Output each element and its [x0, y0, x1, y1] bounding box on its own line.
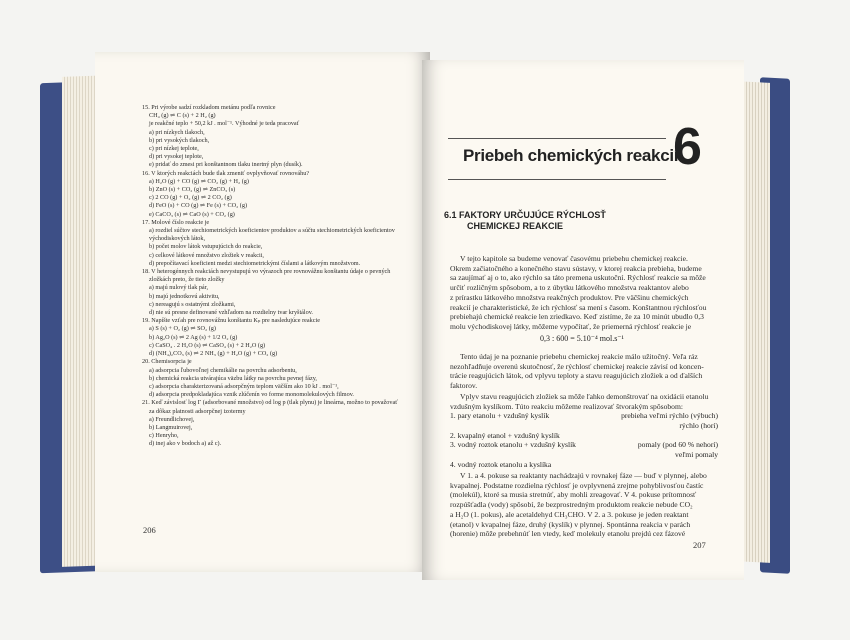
text-line: určiť rozličným spôsobom, a to z úbytku látkového množstva reaktantov alebo	[450, 283, 689, 293]
list-item	[450, 460, 718, 470]
question-line: 19. Napíšte vzťah pre rovnovážnu konštantu Kₚ pre nasledujúce reakcie	[142, 317, 320, 325]
text-line: faktorov.	[450, 381, 478, 391]
list-item	[450, 440, 718, 450]
question-line: c) 2 CO (g) + O₂ (g) ⇌ 2 CO₂ (g)	[149, 194, 232, 202]
section-heading-line2: CHEMICKEJ REAKCIE	[467, 221, 564, 231]
question-line: a) S (s) + O₂ (g) ⇌ SO₂ (g)	[149, 325, 216, 333]
page-number-right: 207	[693, 540, 706, 550]
text-line: nezohľadňuje overenú skutočnosť, že rýchlosť chemickej reakcie závisí od koncen-	[450, 361, 704, 371]
list-item-rate: pomaly (pod 60 % nehorí)	[637, 440, 718, 450]
question-line: CH₄ (g) ⇌ C (s) + 2 H₂ (g)	[149, 112, 216, 120]
question-line: b) pri vysokých tlakoch,	[149, 136, 210, 144]
question-line: 21. Keď závislosť log Γ (adsorbované množstvo) od log p (tlak plynu) je lineárna, možno to považovať	[142, 399, 398, 407]
question-line: c) CaSO₄ . 2 H₂O (s) ⇌ CaSO₄ (s) + 2 H₂O (g)	[149, 341, 266, 349]
question-line: 17. Molové číslo reakcie je	[142, 218, 210, 226]
question-line: d) pri vysokej teplote,	[149, 153, 204, 161]
chapter-rule-top	[448, 138, 666, 139]
list-item-rate: rýchlo (horí)	[679, 420, 718, 430]
text-line: (etanol) v kvapalnej fáze, druhý (kyslík) v plynnej. Spontánna reakcia v parách	[450, 519, 691, 529]
chapter-title: Priebeh chemických reakcií	[463, 146, 679, 165]
text-line: rozpúšťadla (vody) spôsobí, že bezprostredným produktom reakcie nebude CO₂	[450, 500, 693, 510]
question-line: b) Langmuirovej,	[149, 423, 193, 431]
paragraph-3	[450, 392, 720, 411]
page-number-left: 206	[143, 525, 156, 535]
text-line: prebiehajú chemické reakcie len zriedkavo. Keď zistíme, že za 10 minút ubudlo 0,3	[450, 312, 704, 322]
question-line: 18. V heterogénnych reakciách nevystupujú vo výrazoch pre rovnovážnu konštantu údaje o pevných	[142, 268, 391, 276]
question-line: 15. Pri výrobe sadzí rozkladom metánu podľa rovnice	[142, 104, 276, 111]
oxidation-list	[450, 411, 718, 470]
list-item-label: 4. vodný roztok etanolu a kyslíka	[450, 459, 552, 469]
list-item	[450, 411, 718, 421]
list-item-label: 2. kvapalný etanol + vzdušný kyslík	[450, 430, 560, 440]
list-item-rate: veľmi pomaly	[675, 450, 718, 460]
question-line: c) adsorpcia charakterizovaná adsorpčným teplom väčším ako 10 kJ . mol⁻¹,	[149, 382, 339, 390]
question-line: zložkách preto, že tieto zložky	[149, 276, 225, 284]
list-item-label: 3. vodný roztok etanolu + vzdušný kyslík	[450, 440, 576, 450]
text-line: molu východiskovej látky, môžeme vypočítať, že priemerná rýchlosť reakcie je	[450, 321, 692, 331]
question-line: a) majú nulový tlak pár,	[149, 284, 209, 292]
text-line: (molekúl), ktoré sa musia stretnúť, aby mohli zreagovať. V 4. pokuse prítomnosť	[450, 490, 697, 500]
left-page-text	[142, 104, 422, 449]
question-line: východiskových látok,	[149, 235, 206, 243]
question-line: 20. Chemisorpcia je	[142, 358, 192, 366]
question-line: e) CaCO₃ (s) ⇌ CaO (s) + CO₂ (g)	[149, 210, 235, 218]
chapter-rule-bottom	[448, 179, 666, 180]
equation: 0,3 : 600 = 5.10⁻⁴ mol.s⁻¹	[540, 334, 624, 343]
text-line: vzdušným kyslíkom. Túto reakciu môžeme realizovať štvorakým spôsobom:	[450, 401, 683, 411]
section-heading	[444, 210, 606, 232]
question-line: d) prepočítavací koeficient medzi stechiometrickými číslami a látkovým množstvom.	[149, 259, 361, 267]
list-item	[450, 421, 718, 431]
question-line: b) chemická reakcia utvárajúca väzbu látky na povrchu pevnej fázy,	[149, 374, 317, 382]
question-line: d) nie sú presne definované vzhľadom na rozdielny tvar kryštálov.	[149, 309, 313, 317]
list-item	[450, 431, 718, 441]
text-line: kvapalnej. Podstatne rozdielna rýchlosť je ovplyvnená zrejme pohyblivosťou častíc	[450, 480, 704, 490]
question-line: d) adsorpcia predpokladajúca vznik zlúčenín vo forme monomolekulových filmov.	[149, 391, 354, 399]
paragraph-1	[450, 254, 720, 332]
question-line: 16. V ktorých reakciách bude tlak zmeniť ovplyvňovať rovnováhu?	[142, 169, 310, 177]
text-line: a H₂O (1. pokus), ale acetaldehyd CH₃CHO. V 2. a 3. pokuse je jeden reaktant	[450, 509, 689, 519]
list-item-label: 1. pary etanolu + vzdušný kyslík	[450, 411, 550, 420]
question-line: d) inej ako v bodoch a) až c).	[149, 440, 222, 448]
chapter-number: 6	[673, 118, 702, 176]
question-line: c) Henryho,	[149, 432, 179, 440]
list-item	[450, 450, 718, 460]
section-heading-line1: 6.1 FAKTORY URČUJÚCE RÝCHLOSŤ	[444, 210, 606, 220]
text-line: reakcií je charakteristické, že ich rýchlosť sa mení s časom. Konštantnou rýchlosťou	[450, 302, 707, 312]
question-line: a) Freundlichovej,	[149, 415, 195, 423]
paragraph-4	[450, 471, 720, 539]
text-line: V tejto kapitole sa budeme venovať časovému priebehu chemickej reakcie.	[460, 254, 688, 263]
text-line: (horenie) môže prebehnúť len vtedy, keď molekuly etanolu prejdú cez fázové	[450, 529, 686, 539]
question-line: d) (NH₄)₂CO₃ (s) ⇌ 2 NH₃ (g) + H₂O (g) + CO₂ (g)	[149, 350, 278, 358]
question-line: a) pri nízkych tlakoch,	[149, 128, 205, 136]
text-line: Vplyv stavu reagujúcich zložiek sa môže ľahko demonštrovať na oxidácii etanolu	[460, 392, 709, 401]
question-line: b) ZnO (s) + CO₂ (g) ⇌ ZnCO₃ (s)	[149, 186, 236, 194]
question-line: je reakčné teplo + 50,2 kJ . mol⁻¹. Výhodné je teda pracovať	[149, 120, 300, 128]
text-line: trácie reagujúcich látok, od vplyvu teploty a stavu reagujúcich zložiek a od ďalších	[450, 371, 703, 381]
question-line: c) nereagujú s ostatnými zložkami,	[149, 300, 236, 308]
list-item-rate: prebieha veľmi rýchlo (výbuch)	[621, 411, 718, 420]
text-line: Tento údaj je na poznanie priebehu chemickej reakcie málo užitočný. Veľa ráz	[460, 352, 698, 361]
text-line: Okrem začiatočného a konečného stavu sústavy, v ktorej reakcia prebieha, budeme	[450, 263, 702, 273]
question-line: e) pridať do zmesi pri konštantnom tlaku inertný plyn (dusík).	[149, 161, 303, 169]
question-line: a) H₂O (g) + CO (g) ⇌ CO₂ (g) + H₂ (g)	[149, 177, 249, 185]
question-line: b) počet molov látok vstupujúcich do reakcie,	[149, 243, 263, 251]
question-line: c) celkové látkové množstvo zložiek v reakcii,	[149, 251, 264, 259]
question-line: a) adsorpcia ľubovoľnej chemikálie na povrchu adsorbentu,	[149, 366, 297, 374]
text-line: sa zaujímať aj o to, ako rýchlo sa táto premena uskutoční. Rýchlosť reakcie sa môže	[450, 273, 706, 283]
paragraph-2	[450, 352, 720, 391]
question-line: a) rozdiel súčtov stechiometrických koeficientov produktov a súčtu stechiometrických koeficientov	[149, 227, 395, 235]
question-line: d) FeO (s) + CO (g) ⇌ Fe (s) + CO₂ (g)	[149, 202, 248, 210]
text-line: z prírastku látkového množstva reakčných produktov. Pre väčšinu chemických	[450, 292, 689, 302]
question-line: b) Ag₂O (s) ⇌ 2 Ag (s) + 1/2 O₂ (g)	[149, 333, 238, 341]
question-line: za dôkaz platnosti adsorpčnej izotermy	[149, 407, 246, 415]
question-line: c) pri nízkej teplote,	[149, 145, 199, 153]
question-line: b) majú jednotkovú aktivitu,	[149, 292, 220, 300]
text-line: V 1. a 4. pokuse sa reaktanty nachádzajú v rovnakej fáze — buď v plynnej, alebo	[460, 471, 707, 480]
